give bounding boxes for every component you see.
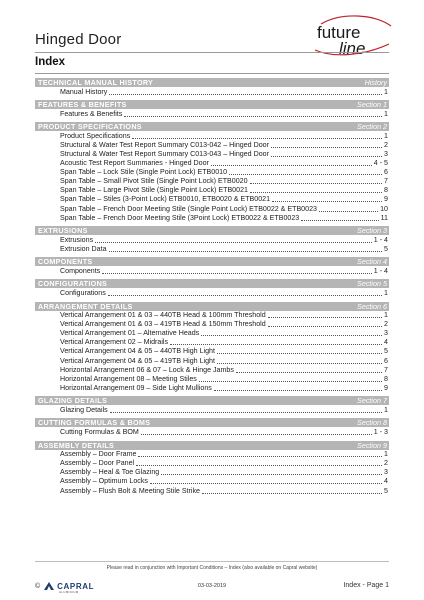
toc-section — [35, 279, 389, 298]
section-header-bar — [35, 100, 389, 109]
entry-label: Span Table – French Door Meeting Stile (3Point Lock) ETB0022 & ETB0023 — [60, 213, 300, 222]
section-tag: Section 7 — [357, 396, 387, 406]
dot-leader — [268, 326, 382, 327]
entry-label: Vertical Arrangement 04 & 05 – 440TB High Light — [60, 347, 215, 356]
entry-page: 1 — [384, 131, 388, 140]
page-number: Index - Page 1 — [343, 582, 389, 589]
dot-leader — [250, 183, 382, 184]
entry-label: Assembly – Optimum Locks — [60, 477, 148, 486]
entry-page: 1 — [384, 311, 388, 320]
toc-entry[interactable] — [35, 186, 389, 195]
section-tag: Section 4 — [357, 257, 387, 267]
entry-label: Acoustic Test Report Summaries - Hinged Door — [60, 159, 209, 168]
section-header-bar — [35, 122, 389, 131]
entry-label: Assembly – Flush Bolt & Meeting Stile Strike — [60, 486, 200, 495]
section-tag: Section 8 — [357, 418, 387, 428]
entry-label: Vertical Arrangement 01 & 03 – 440TB Head & 100mm Threshold — [60, 311, 266, 320]
table-of-contents — [35, 78, 389, 499]
toc-section — [35, 302, 389, 393]
dot-leader — [136, 465, 382, 466]
capral-brand: CAPRAL — [57, 581, 95, 591]
toc-entry[interactable] — [35, 177, 389, 186]
dot-leader — [109, 251, 383, 252]
section-name: GLAZING DETAILS — [38, 396, 108, 406]
dot-leader — [138, 456, 382, 457]
entry-label: Span Table – Lock Stile (Single Point Lock) ETB0010 — [60, 168, 228, 177]
entry-page: 1 — [384, 87, 388, 96]
toc-entry[interactable] — [35, 338, 389, 347]
section-tag: Section 6 — [357, 301, 387, 311]
page-footer — [35, 580, 389, 594]
toc-entry[interactable] — [35, 168, 389, 177]
entry-label: Configurations — [60, 289, 106, 297]
entry-label: Assembly – Door Frame — [60, 450, 137, 459]
dot-leader — [217, 363, 382, 364]
toc-entry[interactable] — [35, 406, 389, 415]
section-name: ASSEMBLY DETAILS — [38, 440, 115, 450]
section-name: ARRANGEMENT DETAILS — [38, 301, 133, 311]
toc-entry[interactable] — [35, 150, 389, 159]
toc-entry[interactable] — [35, 450, 389, 459]
entry-label: Extrusion Data — [60, 244, 107, 253]
section-header-bar — [35, 226, 389, 235]
entry-label: Vertical Arrangement 01 & 03 – 419TB Head & 150mm Threshold — [60, 320, 266, 329]
section-header-bar — [35, 78, 389, 87]
toc-section — [35, 78, 389, 97]
entry-page: 1 - 4 — [373, 266, 388, 275]
entry-page: 5 — [384, 347, 388, 356]
entry-page: 6 — [384, 168, 388, 177]
toc-entry[interactable] — [35, 477, 389, 486]
toc-entry[interactable] — [35, 141, 389, 150]
entry-page: 9 — [384, 383, 388, 392]
entry-page: 11 — [380, 213, 388, 222]
entry-page: 8 — [384, 374, 388, 383]
entry-page: 3 — [384, 329, 388, 338]
entry-page: 1 — [384, 289, 388, 297]
entry-label: Cutting Formulas & BOM — [60, 428, 139, 437]
toc-section — [35, 100, 389, 119]
entry-page: 2 — [384, 459, 388, 468]
dot-leader — [124, 116, 382, 117]
footer-note: Please read in conjunction with Important Conditions – Index (also available on Capral website) — [106, 565, 318, 571]
capral-brand-sub: ALUMINIUM — [59, 590, 79, 594]
dot-leader — [199, 381, 382, 382]
entry-page: 2 — [384, 140, 388, 149]
toc-entry[interactable] — [35, 195, 389, 204]
entry-page: 5 — [384, 486, 388, 495]
entry-label: Horizontal Arrangement 09 – Side Light Mullions — [60, 383, 212, 392]
entry-page: 1 - 3 — [373, 428, 388, 437]
entry-page: 4 — [384, 477, 388, 486]
entry-page: 1 — [384, 450, 388, 459]
entry-page: 8 — [384, 186, 388, 195]
toc-entry[interactable] — [35, 320, 389, 329]
section-name: CONFIGURATIONS — [38, 279, 108, 289]
toc-entry[interactable] — [35, 159, 389, 168]
entry-label: Vertical Arrangement 04 & 05 – 419TB High Light — [60, 356, 215, 365]
section-tag: Section 1 — [357, 100, 387, 110]
header-divider — [35, 52, 389, 53]
dot-leader — [95, 242, 372, 243]
dot-leader — [201, 335, 382, 336]
toc-entry[interactable] — [35, 204, 389, 213]
section-name: COMPONENTS — [38, 257, 93, 267]
dot-leader — [229, 174, 382, 175]
toc-entry[interactable] — [35, 245, 389, 254]
entry-label: Assembly – Heal & Toe Glazing — [60, 468, 160, 477]
dot-leader — [150, 483, 382, 484]
entry-page: 5 — [384, 244, 388, 253]
dot-leader — [110, 412, 382, 413]
entry-label: Vertical Arrangement 01 – Alternative Heads — [60, 329, 200, 338]
toc-entry[interactable] — [35, 88, 389, 97]
section-header-bar — [35, 418, 389, 427]
entry-page: 6 — [384, 356, 388, 365]
toc-entry[interactable] — [35, 267, 389, 276]
section-name: CUTTING FORMULAS & BOMS — [38, 418, 151, 428]
toc-entry[interactable] — [35, 289, 389, 298]
toc-section — [35, 122, 389, 222]
entry-page: 1 — [384, 405, 388, 414]
toc-entry[interactable] — [35, 428, 389, 437]
logo-word-2: line — [339, 39, 366, 58]
toc-entry[interactable] — [35, 311, 389, 320]
dot-leader — [217, 353, 382, 354]
dot-leader — [161, 474, 382, 475]
entry-page: 3 — [384, 149, 388, 158]
entry-page: 1 — [384, 109, 388, 118]
entry-label: Extrusions — [60, 235, 94, 244]
section-tag: Section 3 — [357, 226, 387, 236]
entry-page: 4 — [384, 338, 388, 347]
dot-leader — [109, 94, 382, 95]
index-divider — [35, 73, 389, 74]
dot-leader — [108, 295, 382, 296]
toc-entry[interactable] — [35, 375, 389, 384]
dot-leader — [236, 372, 382, 373]
page-header — [35, 14, 389, 74]
index-heading: Index — [35, 56, 66, 68]
entry-page: 3 — [384, 468, 388, 477]
section-tag: Section 9 — [357, 440, 387, 450]
issue-date: 03-03-2019 — [197, 583, 227, 589]
dot-leader — [268, 317, 382, 318]
entry-label: Components — [60, 266, 101, 275]
entry-label: Manual History — [60, 87, 108, 96]
entry-label: Horizontal Arrangement 08 – Meeting Stiles — [60, 374, 197, 383]
toc-entry[interactable] — [35, 214, 389, 223]
entry-page: 2 — [384, 320, 388, 329]
entry-label: Span Table – Stiles (3-Point Lock) ETB0010, ETB0020 & ETB0021 — [60, 195, 271, 204]
section-header-bar — [35, 257, 389, 266]
section-header-bar — [35, 302, 389, 311]
entry-label: Structural & Water Test Report Summary C013-042 – Hinged Door — [60, 140, 269, 149]
toc-section — [35, 257, 389, 276]
section-tag: Section 2 — [357, 122, 387, 132]
copyright-symbol: © — [35, 582, 41, 590]
entry-label: Vertical Arrangement 02 – Midrails — [60, 338, 169, 347]
toc-section — [35, 226, 389, 254]
toc-section — [35, 418, 389, 437]
dot-leader — [102, 273, 372, 274]
section-tag: Section 5 — [357, 279, 387, 289]
entry-label: Span Table – French Door Meeting Stile (Single Point Lock) ETB0022 & ETB0023 — [60, 204, 317, 213]
entry-page: 1 - 4 — [373, 235, 388, 244]
dot-leader — [141, 434, 372, 435]
entry-page: 9 — [384, 195, 388, 204]
section-header-bar — [35, 441, 389, 450]
dot-leader — [250, 192, 382, 193]
toc-entry[interactable] — [35, 347, 389, 356]
toc-entry[interactable] — [35, 459, 389, 468]
entry-label: Span Table – Small Pivot Stile (Single Point Lock) ETB0020 — [60, 177, 248, 186]
entry-page: 10 — [380, 204, 388, 213]
footer-divider — [35, 561, 389, 562]
document-title: Hinged Door — [35, 31, 122, 48]
section-header-bar — [35, 279, 389, 288]
entry-label: Glazing Details — [60, 405, 108, 414]
toc-entry[interactable] — [35, 468, 389, 477]
entry-page: 7 — [384, 365, 388, 374]
dot-leader — [272, 201, 382, 202]
dot-leader — [211, 165, 372, 166]
dot-leader — [214, 390, 382, 391]
toc-entry[interactable] — [35, 236, 389, 245]
section-header-bar — [35, 396, 389, 405]
entry-label: Structural & Water Test Report Summary C013-043 – Hinged Door — [60, 149, 269, 158]
toc-entry[interactable] — [35, 366, 389, 375]
entry-label: Product Specifications — [60, 131, 131, 140]
section-name: TECHNICAL MANUAL HISTORY — [38, 78, 154, 87]
dot-leader — [319, 211, 378, 212]
entry-page: 7 — [384, 177, 388, 186]
toc-entry[interactable] — [35, 356, 389, 365]
toc-section — [35, 396, 389, 415]
dot-leader — [271, 156, 382, 157]
logo-word-1: future — [317, 23, 361, 42]
toc-entry[interactable] — [35, 329, 389, 338]
dot-leader — [202, 493, 382, 494]
dot-leader — [132, 138, 382, 139]
entry-label: Features & Benefits — [60, 109, 123, 118]
dot-leader — [170, 344, 382, 345]
toc-section — [35, 441, 389, 496]
entry-label: Horizontal Arrangement 06 & 07 – Lock & Hinge Jambs — [60, 365, 234, 374]
toc-entry[interactable] — [35, 132, 389, 141]
section-name: PRODUCT SPECIFICATIONS — [38, 122, 142, 132]
section-tag: History — [364, 78, 387, 87]
section-name: EXTRUSIONS — [38, 226, 88, 236]
dot-leader — [301, 220, 378, 221]
toc-entry[interactable] — [35, 110, 389, 119]
toc-entry[interactable] — [35, 384, 389, 393]
section-name: FEATURES & BENEFITS — [38, 100, 127, 110]
entry-label: Span Table – Large Pivot Stile (Single Point Lock) ETB0021 — [60, 186, 248, 195]
entry-label: Assembly – Door Panel — [60, 459, 135, 468]
entry-page: 4 - 5 — [373, 159, 388, 168]
toc-entry[interactable] — [35, 486, 389, 495]
dot-leader — [271, 147, 382, 148]
